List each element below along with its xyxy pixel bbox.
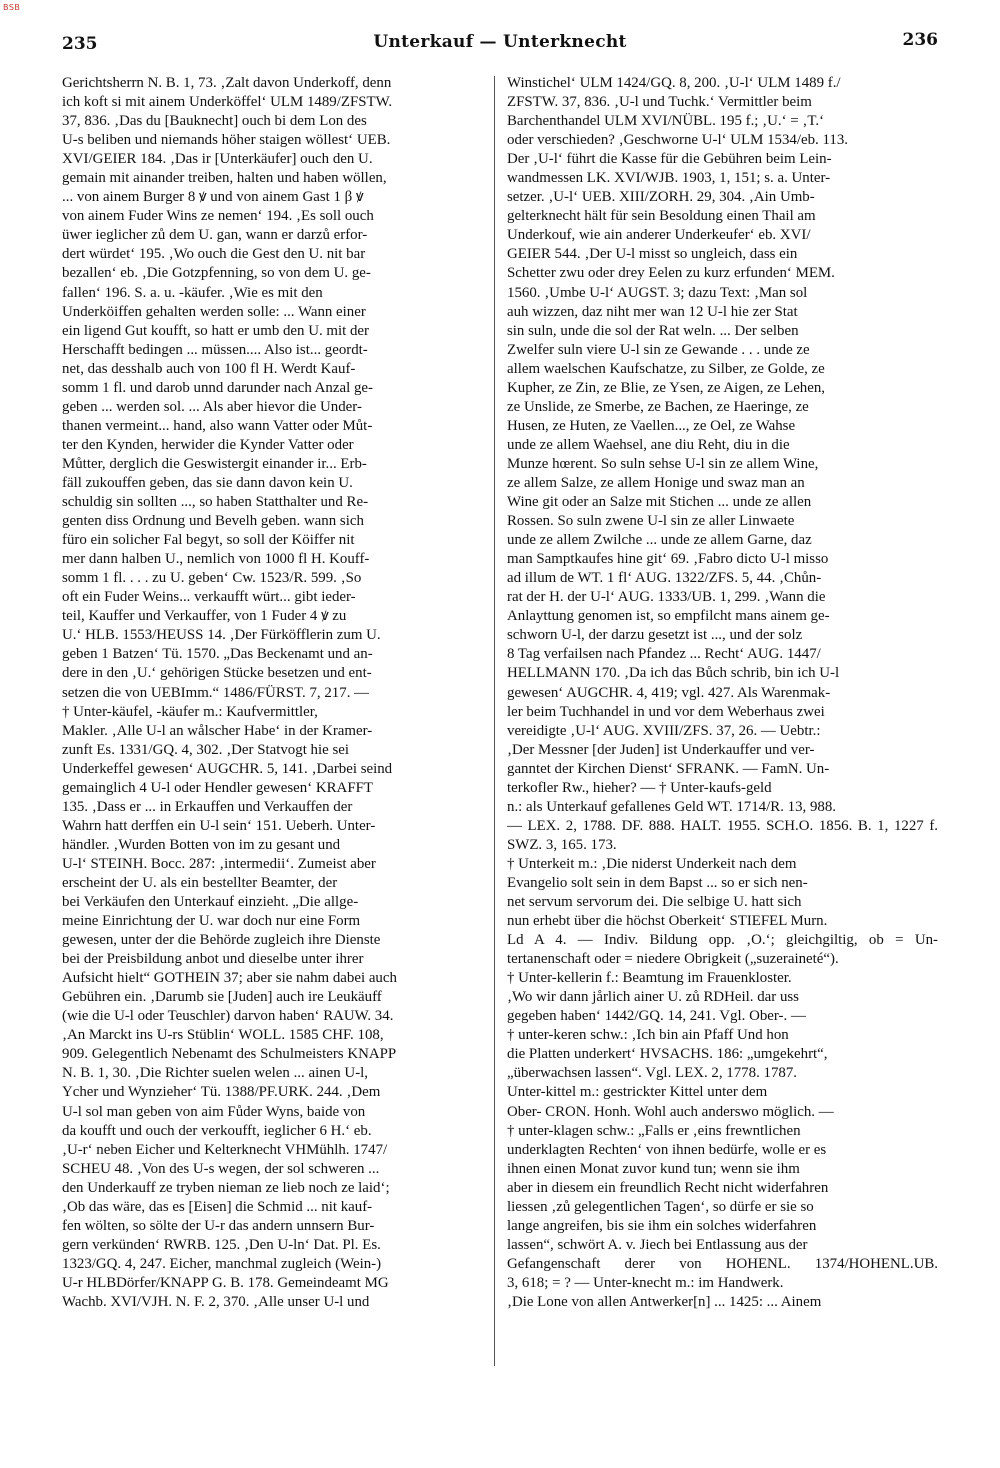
text-line: underklagten Rechten‘ von ihnen bedürfe, wolle er es [507, 1141, 827, 1158]
text-line: die Platten underkert‘ HVSACHS. 186: „umgekehrt“, [507, 1046, 828, 1063]
text-line: ganntet der Kirchen Dienst‘ SFRANK. — FamN. Un- [507, 760, 830, 777]
text-line: ‚Wo wir dann jårlich ainer U. zů RDHeil. dar uss [507, 989, 799, 1006]
text-line: Wine git oder an Salze mit Stichen ... unde ze allen [507, 494, 812, 511]
text-line: füro ein solicher Fal begyt, so soll der Köiffer nit [62, 532, 355, 549]
text-line: ‚Ob das wäre, das es [Eisen] die Schmid ... nit kauf- [62, 1198, 373, 1215]
page-number-left: 235 [62, 34, 98, 54]
text-line: ihnen einen Monat zuvor kund tun; wenn sie ihm [507, 1160, 800, 1177]
text-line: ‚U-r‘ neben Eicher und Kelterknecht VHMühlh. 1747/ [62, 1141, 388, 1158]
text-line: Můtter, derglich die Geswistergit einander ir... Erb- [62, 455, 367, 472]
text-line: setzer. ‚U-l‘ UEB. XIII/ZORH. 29, 304. ‚Ain Umb- [507, 189, 815, 206]
text-line: oft ein Fuder Weins... verkaufft würt... gibt ieder- [62, 589, 356, 606]
text-line: GEIER 544. ‚Der U-l misst so ungleich, dass ein [507, 246, 798, 263]
page-header [62, 28, 938, 58]
text-line: Anlayttung genomen ist, so empfilcht mans ainem ge- [507, 608, 830, 625]
text-line: ter den Kynden, herwider die Kynder Vatter oder [62, 436, 354, 453]
text-line: N. B. 1, 30. ‚Die Richter suelen welen ... ainen U-l, [62, 1065, 369, 1082]
text-line: Ycher und Wynzieher‘ Tü. 1388/PF.URK. 244. ‚Dem [62, 1084, 381, 1101]
text-line: schworn U-l, der darzu gesetzt ist ..., und der solz [507, 627, 803, 644]
text-line: setzen die von UEBImm.“ 1486/FÜRST. 7, 217. — [62, 684, 370, 701]
text-line: Gefangenschaft derer von HOHENL. 1374/HOHENL.UB. [507, 1255, 938, 1272]
text-line: rat der H. der U-l‘ AUG. 1333/UB. 1, 299. ‚Wann die [507, 589, 826, 606]
text-line: ze allem Salze, ze allem Honige und swaz man an [507, 474, 805, 491]
text-line: XVI/GEIER 184. ‚Das ir [Unterkäufer] ouch den U. [62, 151, 373, 168]
text-line: 1323/GQ. 4, 247. Eicher, manchmal zugleich (Wein-) [62, 1255, 382, 1272]
text-line: ze Unslide, ze Smerbe, ze Bachen, ze Haeringe, ze [507, 398, 809, 415]
text-line: ich koft si mit ainem Underköffel‘ ULM 1489/ZFSTW. [62, 94, 393, 111]
text-line: 909. Gelegentlich Nebenamt des Schulmeisters KNAPP [62, 1046, 397, 1063]
text-line: gewesen‘ AUGCHR. 4, 419; vgl. 427. Als Warenmak- [507, 684, 831, 701]
text-line: händler. ‚Wurden Botten von im zu gesant und [62, 836, 341, 853]
library-stamp: BSB [3, 3, 21, 12]
text-line: Unter-kittel m.: gestrickter Kittel unter dem [507, 1084, 768, 1101]
text-line: zunft Es. 1331/GQ. 4, 302. ‚Der Statvogt hie sei [62, 741, 350, 758]
text-line: SCHEU 48. ‚Von des U-s wegen, der sol schweren ... [62, 1160, 380, 1177]
text-line: geben ... werden sol. ... Als aber hievor die Under- [62, 398, 362, 415]
text-line: Husen, ze Huten, ze Vaellen..., ze Oel, ze Wahse [507, 417, 796, 434]
text-line: mer dann halben U., nemlich von 1000 fl H. Kouff- [62, 551, 370, 568]
text-line: liessen ‚zů gelegentlichen Tagen‘, so dürfe er sie so [507, 1198, 814, 1215]
running-title: Unterkauf — Unterknecht [373, 32, 627, 52]
text-line: Ober- CRON. Honh. Wohl auch anderswo möglich. — [507, 1103, 834, 1120]
text-line: Rossen. So suln zwene U-l sin ze aller Linwaete [507, 513, 795, 530]
text-line: gelterknecht hält für sein Besoldung einen Thail am [507, 208, 816, 225]
text-line: gewesen, unter der die Behörde zugleich ihre Dienste [62, 932, 381, 949]
text-line: † Unter-kellerin f.: Beamtung im Frauenkloster. [507, 970, 792, 987]
text-line: ein ligend Gut koufft, so hatt er umb den U. mit der [62, 322, 369, 339]
text-line: † Unterkeit m.: ‚Die niderst Underkeit nach dem [507, 855, 797, 872]
text-line: fen wölten, so sölte der U-r das andern unnsern Bur- [62, 1217, 375, 1234]
text-line: Wachb. XVI/VJH. N. F. 2, 370. ‚Alle unser U-l und [62, 1294, 370, 1310]
text-line: oder verschieden? ‚Geschworne U-l‘ ULM 1534/eb. 113. [507, 132, 848, 149]
text-line: ZFSTW. 37, 836. ‚U-l und Tuchk.‘ Vermittler beim [507, 94, 812, 111]
text-line: ‚Der Messner [der Juden] ist Underkauffer und ver- [507, 741, 815, 758]
text-line: Underköiffen gehalten werden solle: ... Wann einer [62, 303, 366, 320]
text-line: unde ze allem Zwilche ... unde ze allem Garne, daz [507, 532, 812, 549]
text-line: gemainglich 4 U-l oder Hendler gewesen‘ KRAFFT [62, 779, 373, 796]
text-line: somm 1 fl. . . . zu U. geben‘ Cw. 1523/R. 599. ‚So [62, 570, 362, 587]
text-line: — LEX. 2, 1788. DF. 888. HALT. 1955. SCH.O. 1856. B. 1, 1227 f. [507, 817, 938, 834]
text-line: genten diss Ordnung und Bevelh geben. wann sich [62, 513, 364, 530]
text-line: schuldig sin sollten ..., so haben Statthalter und Re- [62, 494, 369, 511]
text-line: ... von ainem Burger 8 ꝟ und von ainem Gast 1 β ꝟ [62, 189, 364, 206]
text-line: U-s beliben und niemands höher staigen wöllest‘ UEB. [62, 132, 391, 149]
text-line: dert würdet‘ 195. ‚Wo ouch die Gest den U. nit bar [62, 246, 366, 263]
text-line: Der ‚U-l‘ führt die Kasse für die Gebühren beim Lein- [507, 151, 832, 168]
text-line: gegeben haben‘ 1442/GQ. 14, 241. Vgl. Ober-. — [507, 1008, 806, 1025]
text-line: allem waelschen Kaufschatze, zu Silber, ze Golde, ze [507, 360, 825, 377]
text-line: ler beim Tuchhandel in und vor dem Weberhaus zwei [507, 703, 825, 720]
text-line: auh wizzen, daz niht mer wan 12 U-l hie zer Stat [507, 303, 798, 320]
text-line: † unter-klagen schw.: „Falls er ‚eins frewntlichen [507, 1122, 801, 1139]
text-line: Munze hœrent. So suln sehse U-l sin ze allem Wine, [507, 455, 819, 472]
text-line: geben 1 Batzen‘ Tü. 1570. „Das Beckenamt und an- [62, 646, 373, 663]
text-line: 3, 618; = ? — Unter-knecht m.: im Handwerk. [507, 1274, 784, 1291]
text-line: U-l‘ STEINH. Bocc. 287: ‚intermedii‘. Zumeist aber [62, 855, 376, 872]
text-line: net, das desshalb auch von 100 fl H. Werdt Kauf- [62, 360, 356, 377]
text-line: ‚Die Lone von allen Antwerker[n] ... 1425: ... Ainem [507, 1294, 822, 1310]
text-line: bei Verkäufen den Unterkauf einzieht. „Die allge- [62, 894, 359, 911]
text-line: Zwelfer suln viere U-l sin ze Gewande . . . unde ze [507, 341, 810, 358]
text-line: Kupher, ze Zin, ze Blie, ze Ysen, ze Aigen, ze Lehen, [507, 379, 826, 396]
column-divider [494, 76, 495, 1366]
text-line: 1560. ‚Umbe U-l‘ AUGST. 3; dazu Text: ‚Man sol [507, 284, 808, 301]
text-line: Gerichtsherrn N. B. 1, 73. ‚Zalt davon Underkoff, denn [62, 75, 392, 91]
left-column [62, 74, 493, 1312]
text-line: Underkouf, wie ain anderer Underkeufer‘ eb. XVI/ [507, 227, 811, 244]
text-line: U.‘ HLB. 1553/HEUSS 14. ‚Der Fürköfflerin zum U. [62, 627, 381, 644]
text-line: † unter-keren schw.: ‚Ich bin ain Pfaff Und hon [507, 1027, 789, 1044]
text-line: terkofler Rw., hieher? — † Unter-kaufs-geld [507, 779, 772, 796]
text-line: Gebühren ein. ‚Darumb sie [Juden] auch ire Leukäuff [62, 989, 382, 1006]
text-line: man Samptkaufes hine git‘ 69. ‚Fabro dicto U-l misso [507, 551, 829, 568]
text-line: † Unter-käufel, -käufer m.: Kaufvermittler, [62, 703, 318, 720]
text-line: Herschafft bedingen ... müssen.... Also ist... geordt- [62, 341, 368, 358]
text-line: wandmessen LK. XVI/WJB. 1903, 1, 151; s. a. Unter- [507, 170, 831, 187]
text-line: „überwachsen lassen“. Vgl. LEX. 2, 1778. 1787. [507, 1065, 798, 1082]
text-line: den Underkauff ze tryben nieman ze lieb noch ze laid‘; [62, 1179, 390, 1196]
text-line: Evangelio solt sein in dem Bapst ... so er sich nen- [507, 874, 808, 891]
text-line: nun erhebt über die höchst Oberkeit‘ STIEFEL Murn. [507, 913, 828, 930]
text-line: vereidigte ‚U-l‘ AUG. XVIII/ZFS. 37, 26. — Uebtr.: [507, 722, 821, 739]
text-line: 37, 836. ‚Das du [Bauknecht] ouch bi dem Lon des [62, 113, 367, 130]
text-line: net servum servorum dei. Die selbige U. hatt sich [507, 894, 802, 911]
text-line: gern verkünden‘ RWRB. 125. ‚Den U-ln‘ Dat. Pl. Es. [62, 1236, 381, 1253]
text-line: Barchenthandel ULM XVI/NÜBL. 195 f.; ‚U.‘ = ‚T.‘ [507, 113, 825, 130]
text-line: ad illum de WT. 1 fl‘ AUG. 1322/ZFS. 5, 44. ‚Chůn- [507, 570, 822, 587]
text-line: üwer ieglicher zů dem U. gan, wann er darzů erfor- [62, 227, 368, 244]
text-line: ‚An Marckt ins U-rs Stüblin‘ WOLL. 1585 CHF. 108, [62, 1027, 384, 1044]
right-column [507, 74, 938, 1312]
text-line: Underkeffel gewesen‘ AUGCHR. 5, 141. ‚Darbei seind [62, 760, 393, 777]
text-line: bezallen‘ eb. ‚Die Gotzpfenning, so von dem U. ge- [62, 265, 371, 282]
text-line: lange angreifen, bis sie ihm ein solches widerfahren [507, 1217, 817, 1234]
text-line: aber in diesem ein freundlich Recht nicht widerfahren [507, 1179, 829, 1196]
text-line: HELLMANN 170. ‚Da ich das Bůch schrib, bin ich U-l [507, 665, 840, 682]
text-line: Ld A 4. — Indiv. Bildung opp. ‚O.‘; gleichgiltig, ob = Un- [507, 932, 938, 949]
text-line: fäll zukouffen geben, das sie dann davon kein U. [62, 474, 353, 491]
text-line: gemain mit ainander treiben, halten und haben wöllen, [62, 170, 387, 187]
text-line: Winstichel‘ ULM 1424/GQ. 8, 200. ‚U-l‘ ULM 1489 f./ [507, 75, 841, 91]
text-line: erscheint der U. als ein bestellter Beamter, der [62, 874, 338, 891]
text-line: Schetter zwu oder drey Eelen zu kurz erfunden‘ MEM. [507, 265, 835, 282]
text-line: tertanenschaft oder = niedere Obrigkeit („suzeraineté“). [507, 951, 839, 968]
text-line: n.: als Unterkauf gefallenes Geld WT. 1714/R. 13, 988. [507, 798, 837, 815]
text-line: fallen‘ 196. S. a. u. -käufer. ‚Wie es mit den [62, 284, 323, 301]
text-line: (wie die U-l oder Teuschler) darvon haben‘ RAUW. 34. [62, 1008, 394, 1025]
text-line: meine Einrichtung der U. war doch nur eine Form [62, 913, 361, 930]
text-line: U-r HLBDörfer/KNAPP G. B. 178. Gemeindeamt MG [62, 1274, 389, 1291]
text-line: 8 Tag verfailsen nach Pfandez ... Recht‘ AUG. 1447/ [507, 646, 821, 663]
text-line: 135. ‚Dass er ... in Erkauffen und Verkauffen der [62, 798, 353, 815]
text-line: da koufft und ouch der verkoufft, ieglicher 6 H.‘ eb. [62, 1122, 372, 1139]
page-number-right: 236 [902, 30, 938, 50]
text-line: U-l sol man geben von aim Fůder Wyns, baide von [62, 1103, 366, 1120]
text-line: unde ze allem Waehsel, ane diu Reht, diu in die [507, 436, 790, 453]
text-line: Makler. ‚Alle U-l an wålscher Habe‘ in der Kramer- [62, 722, 373, 739]
text-line: somm 1 fl. und darob unnd darunder nach Anzal ge- [62, 379, 373, 396]
text-line: dere in den ‚U.‘ gehörigen Stücke besetzen und ent- [62, 665, 372, 682]
text-line: bei der Preisbildung anbot und dieselbe unter ihrer [62, 951, 364, 968]
text-line: Wahrn hatt derffen ein U-l sein‘ 151. Ueberh. Unter- [62, 817, 376, 834]
text-line: lassen“, schwört A. v. Jiech bei Entlassung aus der [507, 1236, 808, 1253]
text-line: von ainem Fuder Wins ze nemen‘ 194. ‚Es soll ouch [62, 208, 374, 225]
text-line: teil, Kauffer und Verkauffer, von 1 Fuder 4 ꝟ zu [62, 608, 347, 625]
text-line: Aufsicht hielt“ GOTHEIN 37; aber sie nahm dabei auch [62, 970, 397, 987]
text-line: SWZ. 3, 165. 173. [507, 836, 617, 853]
text-line: sin suln, unde die sol der Rat weln. ... Der selben [507, 322, 799, 339]
text-line: thanen vermeint... hand, also wann Vatter oder Můt- [62, 417, 373, 434]
